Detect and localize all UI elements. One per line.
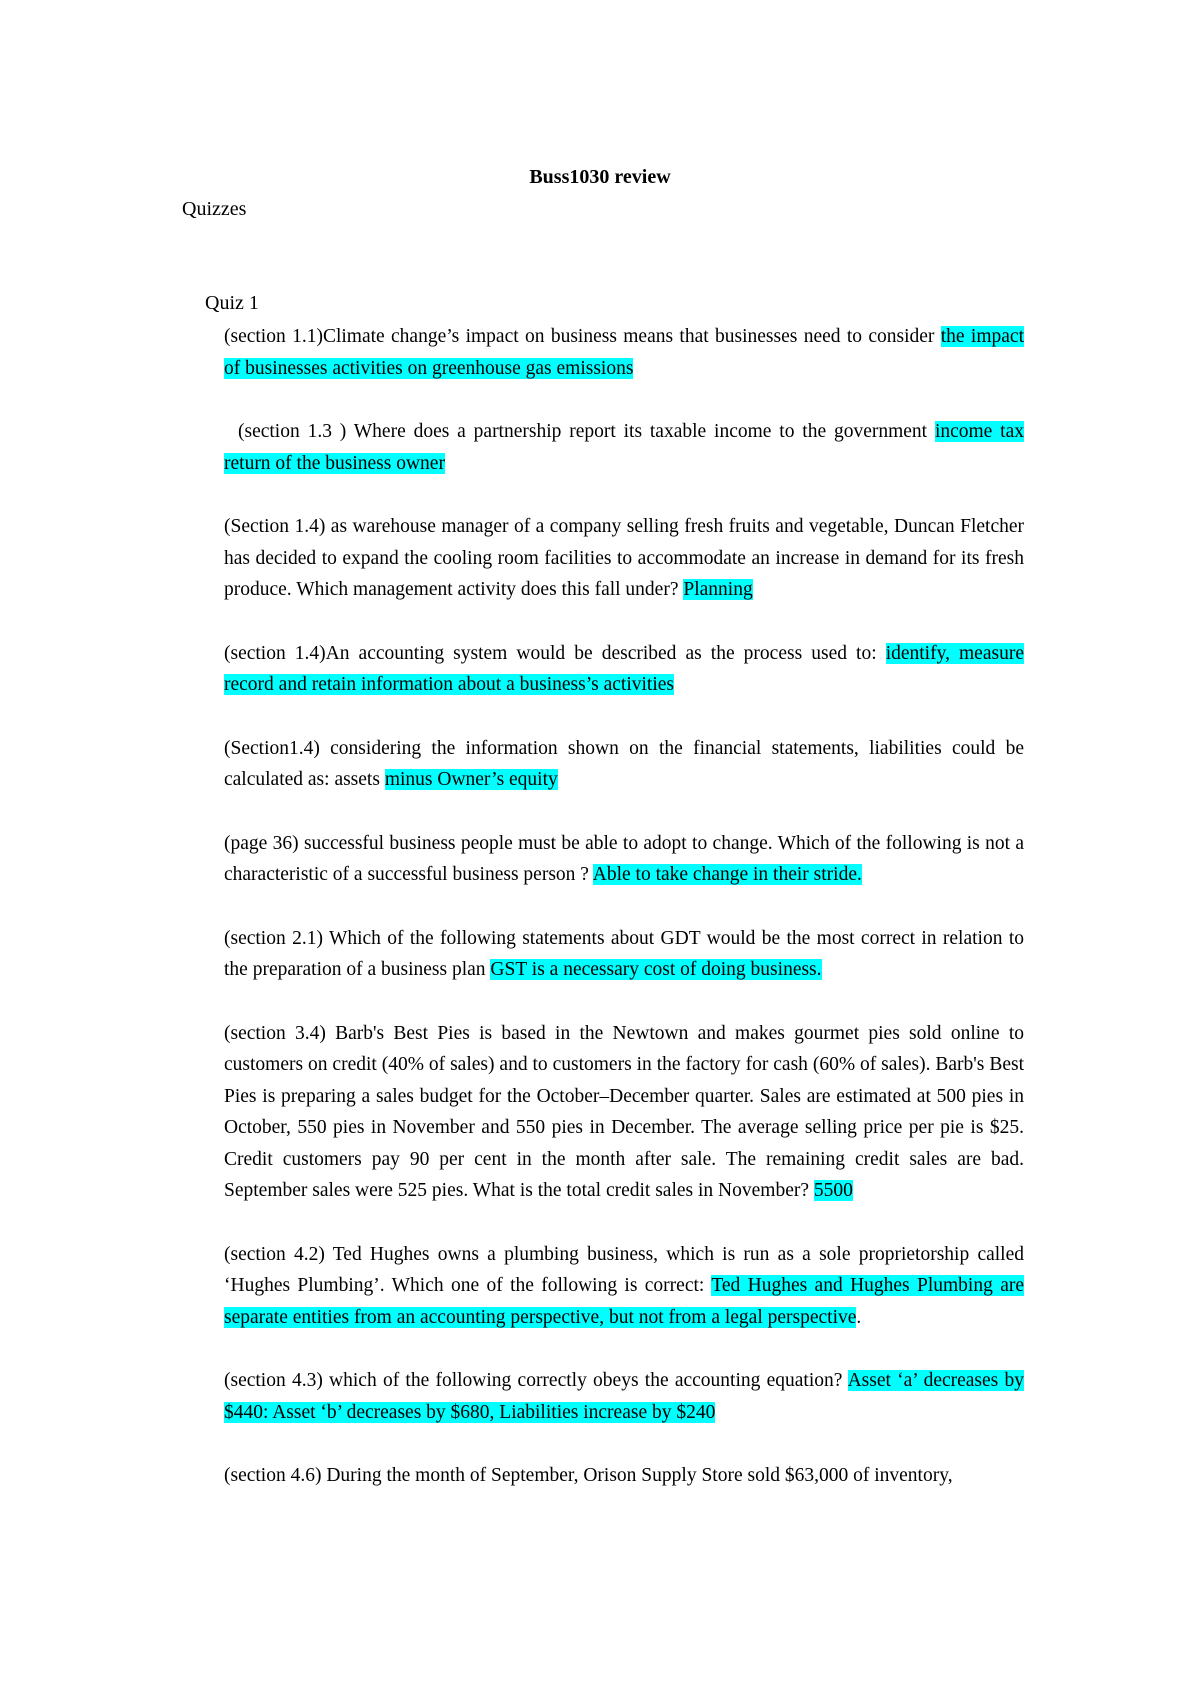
question-item: [224, 1018, 1024, 1207]
highlighted-answer: identify, measure record and retain information about a business’s activities: [224, 642, 1024, 695]
highlighted-answer: Able to take change in their stride.: [592, 864, 862, 885]
document-title: Buss1030 review: [529, 166, 671, 188]
highlighted-answer: Planning: [683, 579, 753, 600]
question-list: [224, 321, 1024, 1492]
highlighted-answer: income tax return of the business owner: [224, 421, 1024, 474]
highlighted-answer: Asset ‘a’ decreases by $440: Asset ‘b’ decreases by $680, Liabilities increase by $240: [224, 1370, 1024, 1423]
question-item: [224, 1365, 1024, 1428]
question-item: [224, 1460, 1024, 1492]
question-prompt: (Section 1.4) as warehouse manager of a company selling fresh fruits and vegetable, Duncan Fletcher has decided to expand the cooling room facilities to accommodate an increase in demand for its fresh produce. Which management activity does this fall under?: [224, 516, 1024, 600]
question-prompt: (section 4.6) During the month of September, Orison Supply Store sold $63,000 of inventory,: [224, 1465, 953, 1486]
question-prompt: (Section1.4) considering the information shown on the financial statements, liabilities could be calculated as: assets: [224, 737, 1024, 790]
question-item: [224, 321, 1024, 384]
question-prompt: (section 3.4) Barb's Best Pies is based in the Newtown and makes gourmet pies sold online to customers on credit (40% of sales) and to customers in the factory for cash (60% of sales). Barb's Best Pies is preparing a sales budget for the October–December quarter. Sales are estimated at 500 pies in October, 550 pies in November and 550 pies in December. The average selling price per pie is $25. Credit customers pay 90 per cent in the month after sale. The remaining credit sales are bad. September sales were 525 pies. What is the total credit sales in November?: [224, 1022, 1024, 1201]
highlighted-answer: GST is a necessary cost of doing business.: [490, 959, 822, 980]
question-item: [224, 511, 1024, 606]
question-prompt: (section 4.3) which of the following correctly obeys the accounting equation?: [224, 1370, 848, 1391]
question-prompt: (section 1.4)An accounting system would be described as the process used to:: [224, 642, 886, 664]
question-item: [224, 1239, 1024, 1334]
highlighted-answer: the impact of businesses activities on greenhouse gas emissions: [224, 326, 1024, 379]
question-prompt: (section 1.3 ) Where does a partnership report its taxable income to the government: [238, 421, 935, 442]
question-item: [224, 416, 1024, 479]
highlighted-answer: 5500: [813, 1180, 853, 1201]
question-prompt: (section 2.1) Which of the following statements about GDT would be the most correct in relation to the preparation of a business plan: [224, 927, 1024, 980]
question-item: [224, 638, 1024, 701]
question-item: [224, 733, 1024, 796]
highlighted-answer: Ted Hughes and Hughes Plumbing are separate entities from an accounting perspective, but not from a legal perspective: [224, 1275, 1024, 1328]
highlighted-answer: minus Owner’s equity: [384, 769, 558, 790]
document-subtitle: Quizzes: [182, 198, 247, 220]
question-prompt: (section 4.2) Ted Hughes owns a plumbing business, which is run as a sole proprietorship called ‘Hughes Plumbing’. Which one of the following is correct:: [224, 1243, 1024, 1296]
question-suffix: .: [856, 1306, 862, 1328]
quiz-heading: Quiz 1: [205, 292, 259, 314]
question-item: [224, 923, 1024, 986]
question-item: [224, 828, 1024, 891]
question-prompt: (section 1.1)Climate change’s impact on business means that businesses need to consider: [224, 326, 941, 347]
question-prompt: (page 36) successful business people must be able to adopt to change. Which of the following is not a characteristic of a successful business person ?: [224, 832, 1024, 885]
